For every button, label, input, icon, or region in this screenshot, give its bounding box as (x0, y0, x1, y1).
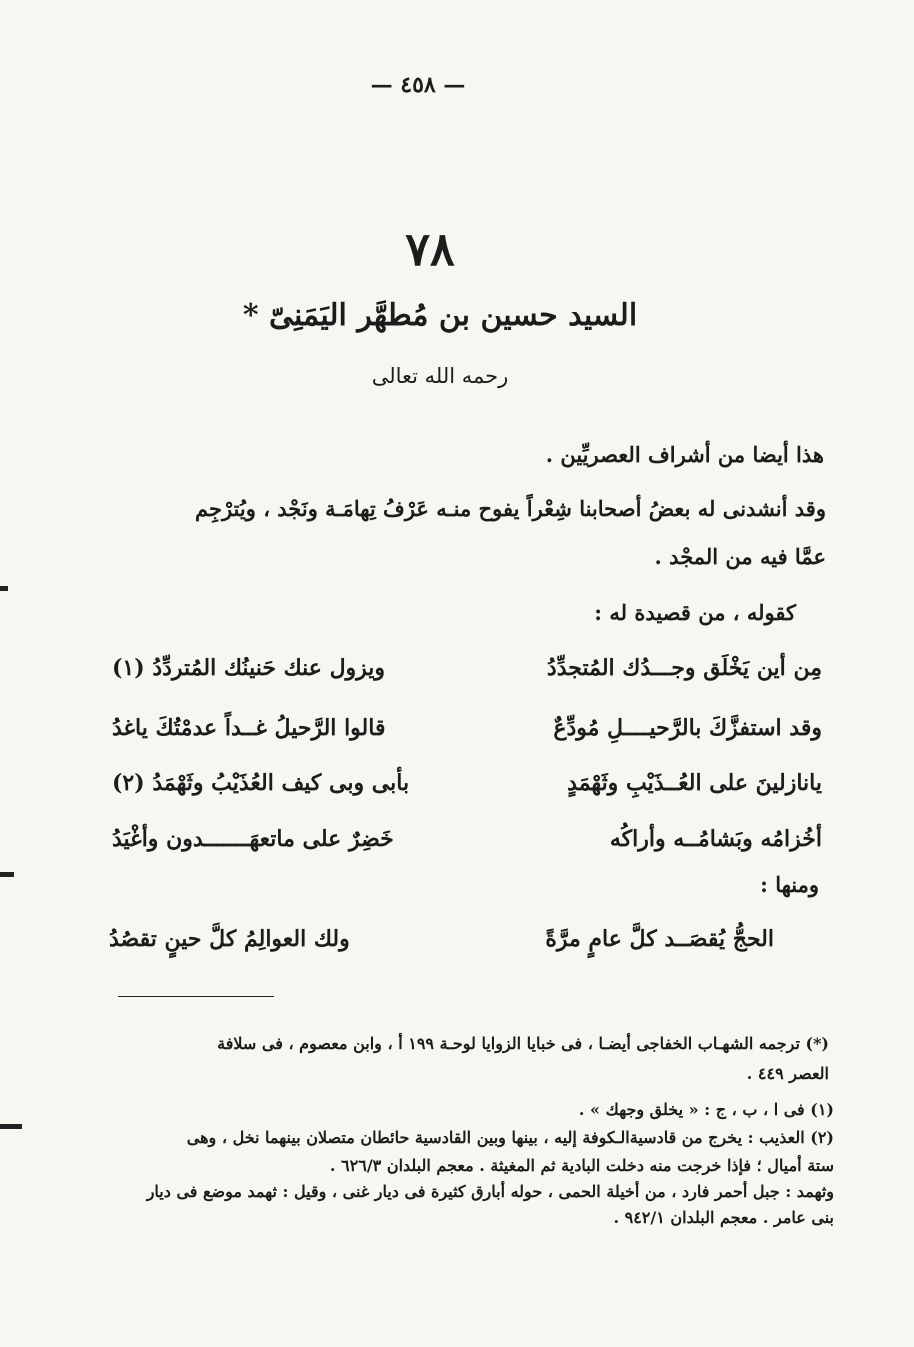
scan-edge-mark (0, 586, 8, 591)
footnote-2-line-2: ستة أميال ؛ فإذا خرجت منه دخلت البادية ثم المغيثة . معجم البلدان ٦٢٦/٣ . (329, 1156, 834, 1175)
footnote-2-line-3: وثهمد : جبل أحمر فارد ، من أخيلة الحمى ، حوله أبارق كثيرة فى ديار غنى ، وقيل : ثهمد موضع فى ديار (146, 1182, 834, 1201)
scan-edge-mark (0, 872, 14, 877)
verse-hemistich-second: ولك العوالِمُ كلَّ حينٍ تقصُدُ (109, 926, 350, 952)
footnote-divider (118, 996, 274, 997)
verse-line (112, 715, 822, 755)
verse-hemistich-second: خَضِرٌ على ماتعهَـــــــدون وأغْيَدُ (112, 826, 394, 852)
page-number: — ٤٥٨ — (370, 72, 466, 98)
footnote-2-line-1: (٢) العذيب : يخرج من قادسيةالـكوفة إليه ، بينها وبين القادسية حائطان متصلان بينهما نخل ، وهى (186, 1128, 834, 1147)
verse-hemistich-first: أخُزامُه وبَشامُــه وأراكُه (609, 826, 822, 852)
verse-hemistich-second: ويزول عنك حَنينُك المُتردِّدُ (١) (112, 655, 386, 681)
verse-line-last (109, 926, 774, 966)
poem-lead: كقوله ، من قصيدة له : (594, 600, 796, 625)
poem-lead-2: ومنها : (760, 872, 819, 897)
paragraph-line-2: عمَّا فيه من المجْد . (654, 544, 826, 569)
scan-edge-mark (0, 1124, 22, 1129)
footnote-2-line-4: بنى عامر . معجم البلدان ٩٤٢/١ . (613, 1208, 834, 1227)
verse-hemistich-second: قالوا الرَّحيلُ غــداً عدمْتُكَ ياغدُ (112, 715, 386, 741)
footnote-star-line-1: (*) ترجمه الشهـاب الخفاجى أيضـا ، فى خبايا الزوايا لوحـة ١٩٩ أ ، وابن معصوم ، فى سلافة (217, 1034, 829, 1053)
verse-hemistich-first: يانازلينَ على العُــذَيْبِ وثَهْمَدٍ (567, 770, 822, 796)
verse-hemistich-first: الحجُّ يُقصَــد كلَّ عامٍ مرَّةً (545, 926, 774, 952)
verse-hemistich-second: بأبى وبى كيف العُذَيْبُ وثَهْمَدُ (٢) (112, 770, 410, 796)
section-subtitle: رحمه الله تعالى (371, 364, 509, 388)
verse-line (112, 770, 822, 810)
footnote-star-line-2: العصر ٤٤٩ . (746, 1064, 829, 1083)
verse-hemistich-first: وقد استفزَّكَ بالرَّحيــــلِ مُودِّعٌ (553, 715, 822, 741)
verse-line (112, 826, 822, 866)
footnote-1: (١) فى ا ، ب ، ج : « يخلق وجهك » . (578, 1100, 834, 1119)
intro-paragraph: هذا أيضا من أشراف العصريِّين . (545, 442, 824, 467)
section-title: السيد حسين بن مُطهَّر اليَمَنِىّ * (242, 298, 638, 333)
section-number: ٧٨ (405, 222, 455, 276)
verse-line (112, 655, 822, 695)
verse-hemistich-first: مِن أين يَخْلَق وجـــدُك المُتجدِّدُ (546, 655, 822, 681)
paragraph-line-1: وقد أنشدنى له بعضُ أصحابنا شِعْراً يفوح منـه عَرْفُ تِهامَـة ونَجْد ، ويُترْجِم (195, 496, 826, 521)
